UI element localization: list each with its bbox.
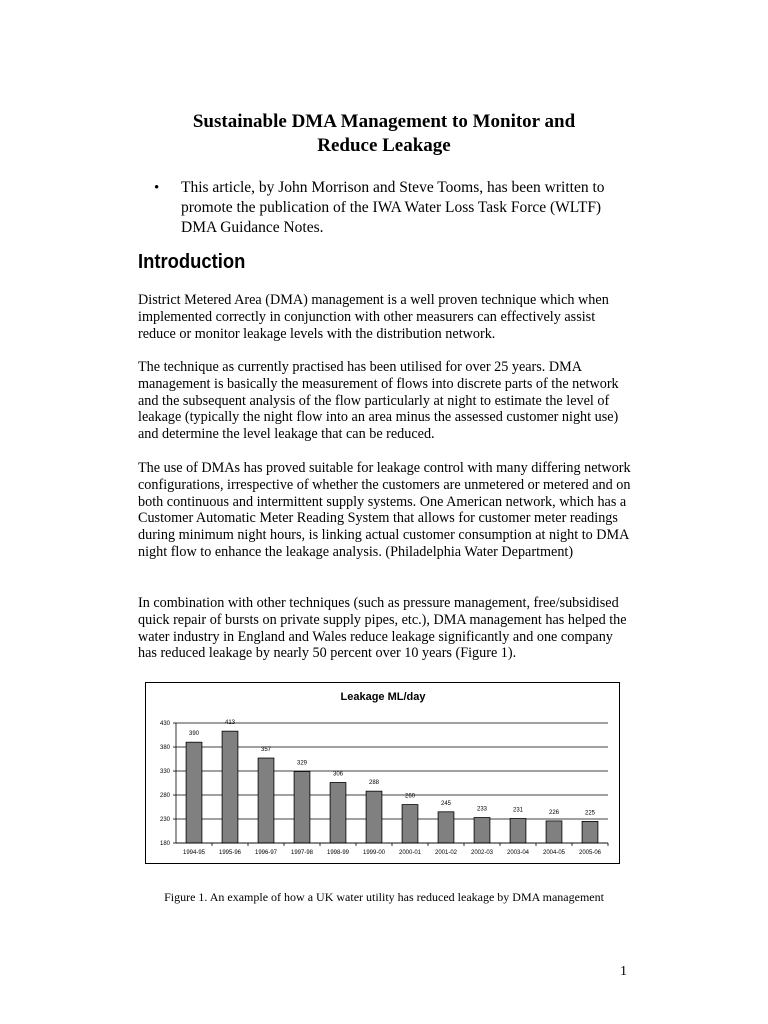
paragraph: The use of DMAs has proved suitable for leakage control with many differing network configurations, irrespective of whether the customers are unmetered or metered and on both continuous and intermittent supply systems. One American network, which has a Customer Automatic Meter Reading System that allows for customer meter readings during minimum night hours, is linking actual customer consumption at night to DMA night flow to enhance the leakage analysis. (Philadelphia Water Department): [138, 460, 631, 560]
bar: [510, 819, 526, 843]
data-label: 260: [404, 793, 416, 800]
bullet-icon: •: [154, 180, 160, 196]
page-number: 1: [620, 964, 627, 979]
x-tick-label: 1996-97: [254, 850, 278, 856]
data-label: 329: [296, 760, 308, 767]
y-tick-label: 180: [159, 841, 170, 847]
y-tick-label: 430: [159, 721, 170, 727]
data-label: 233: [476, 806, 488, 813]
bar: [366, 791, 382, 843]
intro-bullet: [154, 178, 637, 238]
data-label: 306: [332, 771, 344, 778]
bar: [582, 821, 598, 843]
data-label: 413: [224, 720, 236, 727]
data-label: 231: [512, 807, 524, 814]
bar: [474, 818, 490, 843]
data-label: 226: [548, 809, 560, 816]
bar: [294, 771, 310, 843]
paragraph: District Metered Area (DMA) management is a well proven technique which when implemented correctly in conjunction with other measurers can effectively assist reduce or monitor leakage levels with the distribution network.: [138, 292, 609, 342]
x-tick-label: 1994-95: [182, 850, 206, 856]
chart-title: Leakage ML/day: [340, 691, 426, 703]
data-label: 390: [188, 731, 200, 738]
x-tick-label: 1999-00: [362, 850, 386, 856]
document-title: [0, 110, 768, 158]
bar: [222, 731, 238, 843]
y-tick-label: 330: [159, 769, 170, 775]
x-tick-label: 2000-01: [398, 850, 422, 856]
section-heading: Introduction: [138, 251, 246, 273]
figure-caption: Figure 1. An example of how a UK water utility has reduced leakage by DMA management: [164, 890, 604, 904]
data-label: 288: [368, 780, 380, 787]
x-tick-label: 1997-98: [290, 850, 314, 856]
data-label: 357: [260, 747, 272, 754]
x-tick-label: 2003-04: [506, 850, 530, 856]
data-label: 245: [440, 800, 452, 807]
bullet-text: This article, by John Morrison and Steve Tooms, has been written to promote the publication of the IWA Water Loss Task Force (WLTF) DMA Guidance Notes.: [181, 179, 605, 236]
x-tick-label: 1998-99: [326, 850, 350, 856]
x-tick-label: 1995-96: [218, 850, 242, 856]
paragraph: In combination with other techniques (such as pressure management, free/subsidised quick repair of bursts on private supply pipes, etc.), DMA management has helped the water industry in England and Wales reduce leakage significantly and one company has reduced leakage by nearly 50 percent over 10 years (Figure 1).: [138, 595, 627, 662]
title-line-2: Reduce Leakage: [317, 135, 451, 156]
y-tick-label: 230: [159, 817, 170, 823]
paragraph: The technique as currently practised has been utilised for over 25 years. DMA management is basically the measurement of flows into discrete parts of the network and the subsequent analysis of the flow particularly at night to estimate the level of leakage (typically the night flow into an area minus the assessed customer night use) and determine the level leakage that can be reduced.: [138, 359, 619, 443]
chart-svg: [146, 683, 621, 865]
bar: [330, 783, 346, 843]
y-tick-label: 380: [159, 745, 170, 751]
bar: [402, 805, 418, 843]
x-tick-label: 2004-05: [542, 850, 566, 856]
leakage-chart: [145, 682, 620, 864]
bar: [546, 821, 562, 843]
bar: [438, 812, 454, 843]
x-tick-label: 2005-06: [578, 850, 602, 856]
y-tick-label: 280: [159, 793, 170, 799]
x-tick-label: 2002-03: [470, 850, 494, 856]
bar: [186, 742, 202, 843]
bar: [258, 758, 274, 843]
data-label: 225: [584, 810, 596, 817]
x-tick-label: 2001-02: [434, 850, 458, 856]
title-line-1: Sustainable DMA Management to Monitor and: [192, 111, 576, 132]
